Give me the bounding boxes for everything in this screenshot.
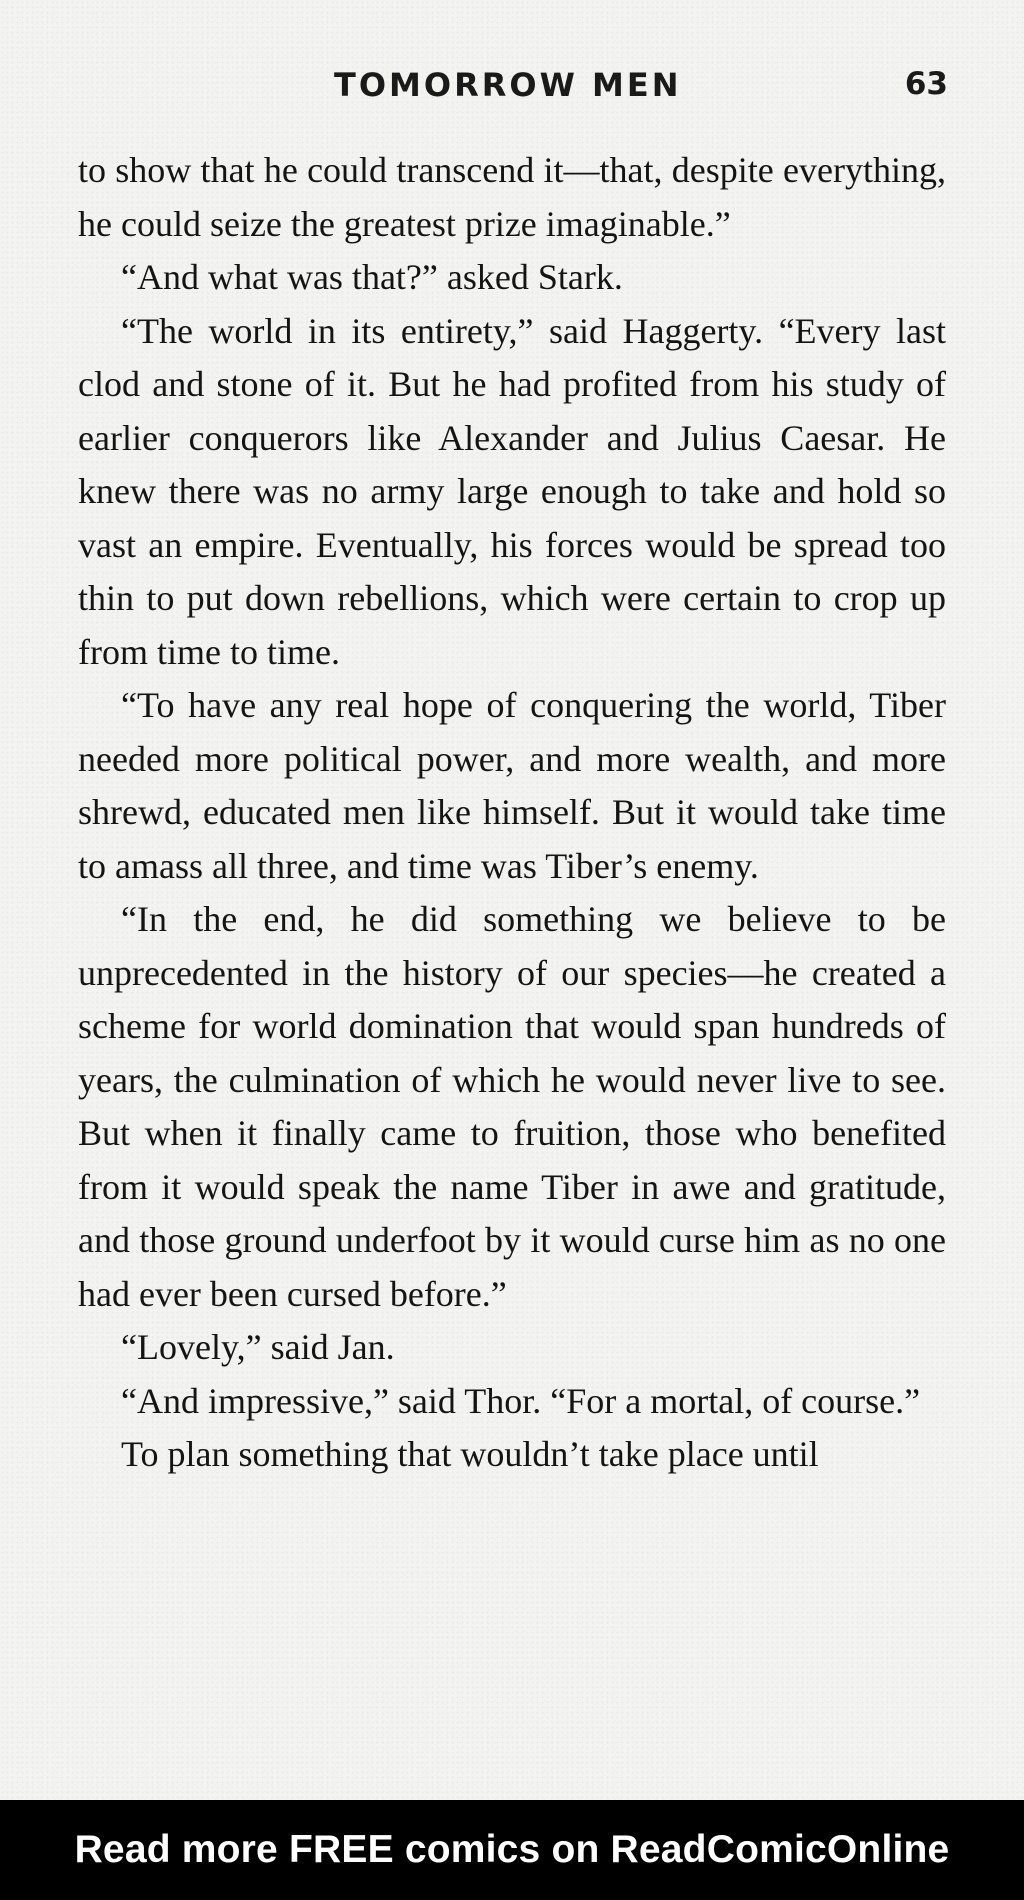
body-text — [78, 144, 946, 1482]
page-number: 63 — [904, 66, 948, 102]
paragraph: To plan something that wouldn’t take place until — [121, 1434, 819, 1474]
paragraph: “And impressive,” said Thor. “For a mortal, of course.” — [121, 1380, 921, 1421]
running-title: TOMORROW MEN — [334, 66, 682, 104]
paragraph: “In the end, he did something we believe to be unprecedented in the history of our species—he created a scheme for world domination that would span hundreds of years, the culmination of which he would never live to see. But when it finally came to fruition, those who benefited from it would speak the name Tiber in awe and gratitude, and those ground underfoot by it would curse him as no one had ever been cursed before.” — [78, 899, 946, 1314]
paragraph: “To have any real hope of conquering the world, Tiber needed more political power, and more wealth, and more shrewd, educated men like himself. But it would take time to amass all three, and time was Tiber’s enemy. — [78, 685, 946, 886]
paragraph: “The world in its entirety,” said Haggerty. “Every last clod and stone of it. But he had profited from his study of earlier conquerors like Alexander and Julius Caesar. He knew there was no army large enough to take and hold so vast an empire. Eventually, his forces would be spread too thin to put down rebellions, which were certain to crop up from time to time. — [78, 310, 946, 672]
promo-banner[interactable] — [0, 1800, 1024, 1900]
promo-banner-text[interactable]: Read more FREE comics on ReadComicOnline — [74, 1828, 950, 1871]
paragraph: “Lovely,” said Jan. — [121, 1327, 395, 1367]
paragraph: “And what was that?” asked Stark. — [121, 257, 623, 297]
paragraph: to show that he could transcend it—that, despite everything, he could seize the greatest prize imaginable.” — [78, 150, 946, 244]
